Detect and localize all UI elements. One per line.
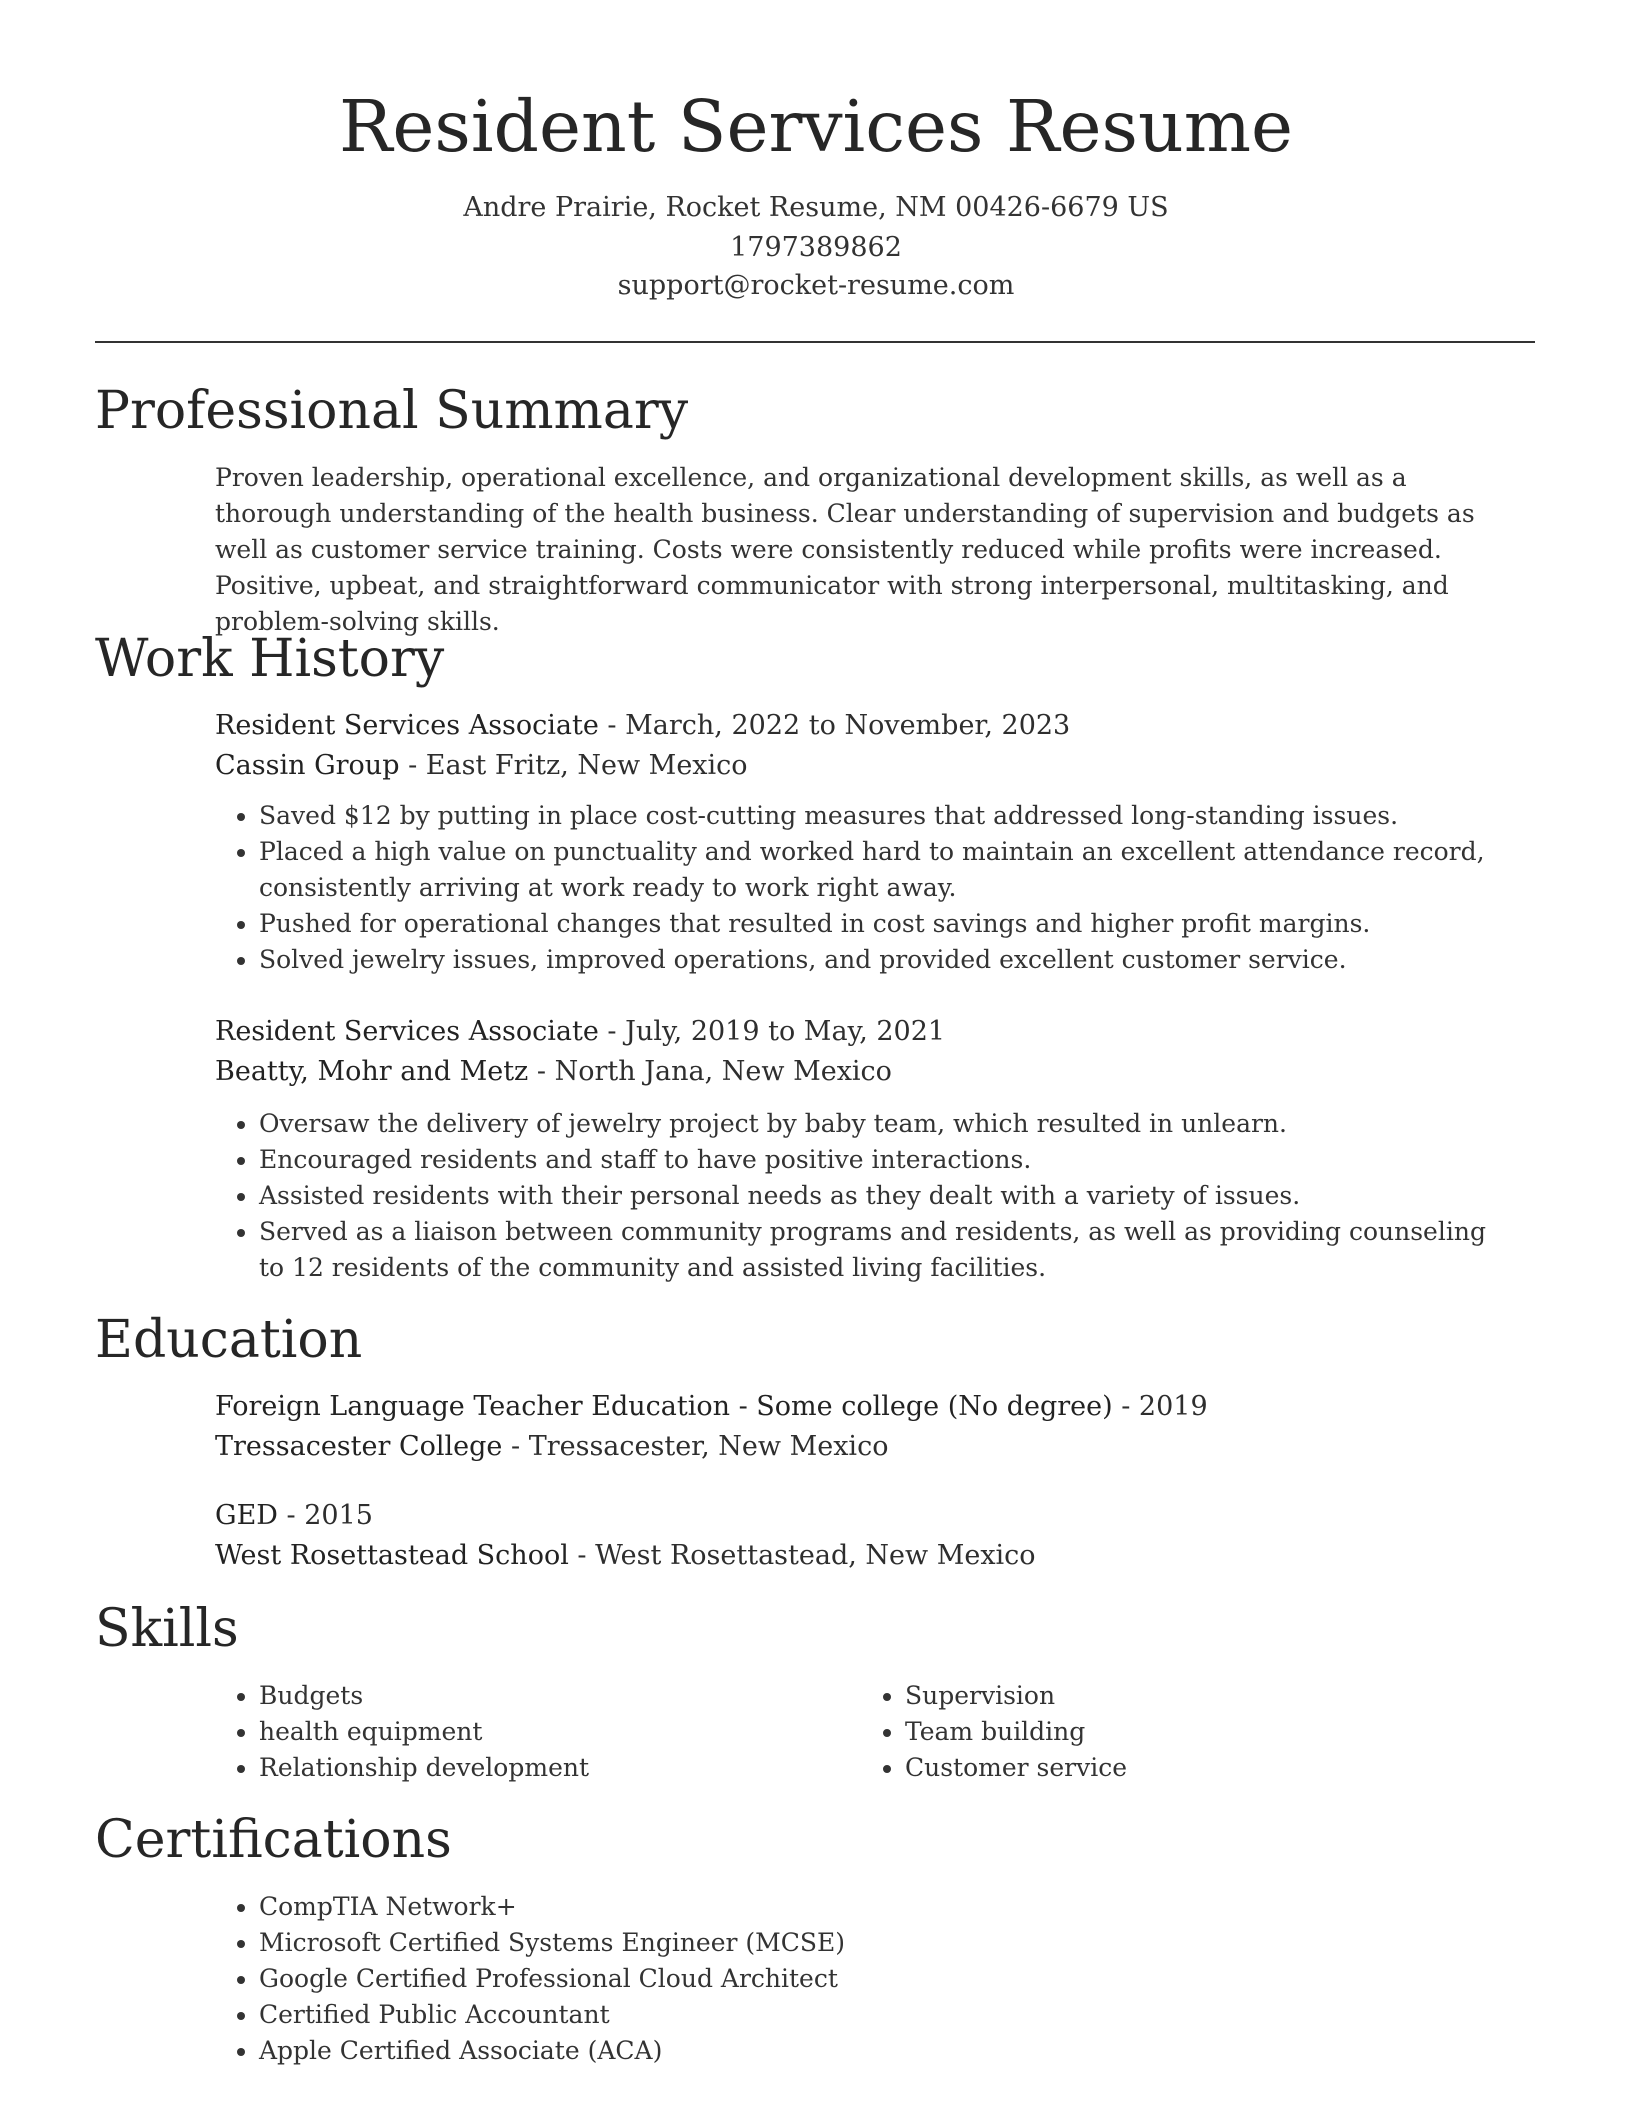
header-divider — [95, 341, 1535, 343]
education-degree-line — [215, 1387, 1505, 1427]
certification-item: • Apple Certified Associate (ACA) — [259, 2033, 1505, 2069]
certification-item: • Certified Public Accountant — [259, 1997, 1505, 2033]
job-bullet: • Encouraged residents and staff to have positive interactions. — [259, 1142, 1505, 1178]
job-bullet: • Saved $12 by putting in place cost-cutting measures that addressed long-standing issues. — [259, 798, 1505, 834]
skill-item: • health equipment — [259, 1714, 815, 1750]
job-location: - East Fritz, New Mexico — [399, 750, 748, 781]
skill-item: • Relationship development — [259, 1750, 815, 1786]
summary-section — [215, 460, 1505, 640]
summary-heading: Professional Summary — [95, 381, 689, 441]
job-bullet: • Solved jewelry issues, improved operations, and provided excellent customer service. — [259, 942, 1505, 978]
education-school: West Rosettastead School — [215, 1540, 569, 1571]
skill-item: • Customer service — [905, 1750, 1461, 1786]
education-location: - Tressacester, New Mexico — [502, 1431, 889, 1462]
education-degree: GED — [215, 1500, 278, 1531]
skills-column-right — [861, 1678, 1461, 1786]
education-location: - West Rosettastead, New Mexico — [568, 1540, 1036, 1571]
education-school: Tressacester College — [215, 1431, 503, 1462]
contact-address: Andre Prairie, Rocket Resume, NM 00426-6679 US — [463, 192, 1169, 223]
job-bullets — [215, 798, 1505, 978]
job-title: Resident Services Associate — [215, 710, 599, 741]
contact-email: support@rocket-resume.com — [617, 270, 1015, 301]
education-degree-line — [215, 1496, 1505, 1536]
job-dates: - March, 2022 to November, 2023 — [598, 710, 1071, 741]
job-bullet: • Placed a high value on punctuality and worked hard to maintain an excellent attendance record, consistently arriving at work ready to work right away. — [259, 834, 1505, 906]
certifications-list — [215, 1889, 1505, 2069]
certification-item: • CompTIA Network+ — [259, 1889, 1505, 1925]
resume-title: Resident Services Resume — [338, 85, 1294, 168]
job-bullets — [215, 1106, 1505, 1286]
job-dates: - July, 2019 to May, 2021 — [598, 1016, 946, 1047]
skill-item: • Supervision — [905, 1678, 1461, 1714]
certifications-section — [215, 1889, 1505, 2069]
education-school-line — [215, 1536, 1505, 1576]
education-year: - 2019 — [1112, 1391, 1208, 1422]
job-company: Cassin Group — [215, 750, 400, 781]
education-year: - 2015 — [277, 1500, 373, 1531]
skill-item: • Team building — [905, 1714, 1461, 1750]
education-entry — [215, 1387, 1505, 1467]
job-location: - North Jana, New Mexico — [528, 1056, 892, 1087]
education-school-line — [215, 1427, 1505, 1467]
job-title-line — [215, 1012, 1505, 1052]
job-entry — [215, 706, 1505, 978]
job-bullet: • Oversaw the delivery of jewelry project by baby team, which resulted in unlearn. — [259, 1106, 1505, 1142]
job-company-line — [215, 746, 1505, 786]
certification-item: • Google Certified Professional Cloud Architect — [259, 1961, 1505, 1997]
job-bullet: • Served as a liaison between community programs and residents, as well as providing counseling to 12 residents of the community and assisted living facilities. — [259, 1214, 1505, 1286]
work-history-heading: Work History — [95, 629, 445, 689]
job-company-line — [215, 1052, 1505, 1092]
job-title: Resident Services Associate — [215, 1016, 599, 1047]
certification-item: • Microsoft Certified Systems Engineer (MCSE) — [259, 1925, 1505, 1961]
job-entry — [215, 1012, 1505, 1286]
skills-list — [861, 1678, 1461, 1786]
job-bullet: • Pushed for operational changes that resulted in cost savings and higher profit margins. — [259, 906, 1505, 942]
skills-heading: Skills — [95, 1599, 239, 1659]
skills-column-left — [215, 1678, 815, 1786]
contact-phone: 1797389862 — [730, 232, 902, 263]
education-entry — [215, 1496, 1505, 1576]
education-degree: Foreign Language Teacher Education - Some college (No degree) — [215, 1391, 1113, 1422]
certifications-heading: Certifications — [95, 1810, 452, 1870]
job-company: Beatty, Mohr and Metz — [215, 1056, 529, 1087]
job-bullet: • Assisted residents with their personal needs as they dealt with a variety of issues. — [259, 1178, 1505, 1214]
education-heading: Education — [95, 1310, 363, 1370]
job-title-line — [215, 706, 1505, 746]
summary-text: Proven leadership, operational excellence, and organizational development skills, as well as a thorough understanding of the health business. Clear understanding of supervision and budgets as well as customer service training. Costs were consistently reduced while profits were increased. Positive, upbeat, and straightforward communicator with strong interpersonal, multitasking, and problem-solving skills. — [215, 463, 1475, 636]
skill-item: • Budgets — [259, 1678, 815, 1714]
skills-list — [215, 1678, 815, 1786]
